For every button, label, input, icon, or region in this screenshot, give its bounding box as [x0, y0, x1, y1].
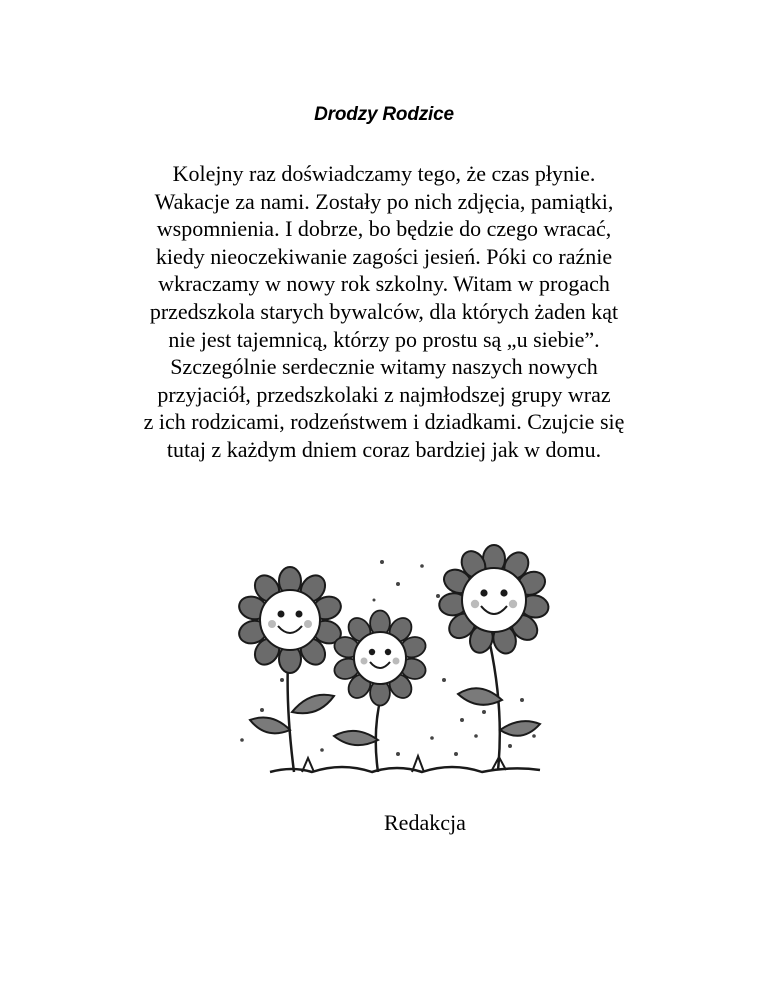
body-line: przedszkola starych bywalców, dla których żaden kąt — [149, 298, 619, 324]
flower-left — [236, 567, 344, 673]
body-line: Wakacje za nami. Zostały po nich zdjęcia, pamiątki, — [154, 188, 614, 214]
letter-body — [100, 160, 668, 464]
flower-right — [438, 545, 550, 656]
leaf — [292, 695, 334, 714]
body-line: nie jest tajemnicą, którzy po prostu są „u siebie”. — [168, 326, 600, 352]
signature: Redakcja — [384, 810, 466, 835]
body-line: kiedy nieoczekiwanie zagości jesień. Póki co raźnie — [155, 243, 613, 269]
ground-line — [270, 767, 540, 772]
leaf — [500, 721, 540, 736]
body-line: wkraczamy w nowy rok szkolny. Witam w progach — [158, 271, 610, 297]
flower-middle — [332, 611, 428, 706]
body-line: tutaj z każdym dniem coraz bardziej jak w domu. — [166, 436, 602, 462]
page-title: Drodzy Rodzice — [314, 104, 454, 125]
body-line: przyjaciół, przedszkolaki z najmłodszej grupy wraz — [157, 381, 611, 407]
body-line: wspomnienia. I dobrze, bo będzie do czego wracać, — [156, 216, 612, 242]
body-line: Szczególnie serdecznie witamy naszych nowych — [170, 354, 598, 380]
body-line: Kolejny raz doświadczamy tego, że czas płynie. — [172, 161, 596, 186]
leaf — [250, 718, 290, 734]
smiling-flowers-icon — [222, 540, 552, 780]
stem-right — [490, 644, 500, 770]
leaf — [458, 688, 502, 705]
stem-left — [288, 660, 294, 772]
leaf — [334, 731, 378, 745]
body-line: z ich rodzicami, rodzeństwem i dziadkami. Czujcie się — [143, 409, 625, 435]
